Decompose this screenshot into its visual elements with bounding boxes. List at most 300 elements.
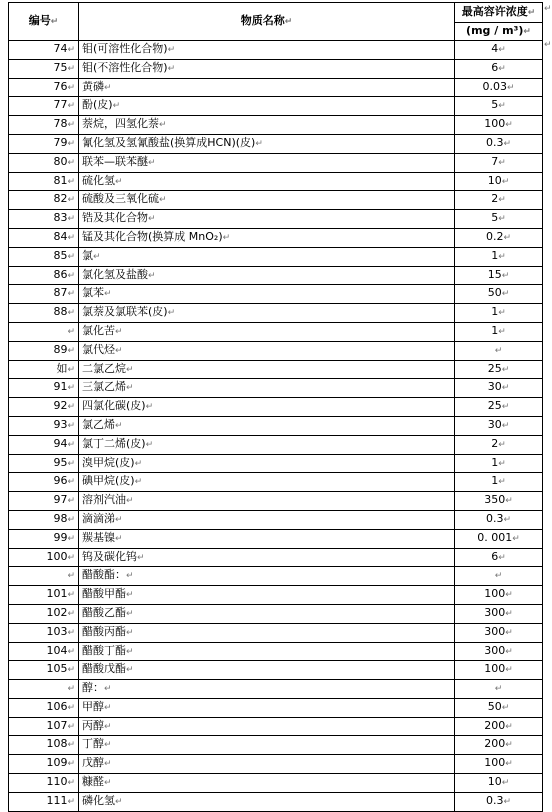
- row-id: 111: [46, 793, 68, 807]
- paragraph-mark: ↵: [67, 702, 75, 713]
- table-row: [9, 510, 543, 529]
- paragraph-mark: ↵: [67, 439, 75, 450]
- max-concentration: 50: [487, 286, 502, 300]
- substance-name: 氯萘及氯联苯(皮): [82, 305, 168, 319]
- table-row: [9, 717, 543, 736]
- max-concentration: 4: [491, 42, 499, 55]
- paragraph-mark: ↵: [148, 214, 156, 225]
- max-concentration-cell: [455, 698, 543, 717]
- table-row: [9, 78, 543, 97]
- paragraph-mark: ↵: [501, 420, 510, 431]
- substance-name-cell: [79, 266, 455, 285]
- substance-name-cell: [79, 360, 455, 379]
- substance-name: 钼(不溶性化合物): [82, 60, 168, 74]
- paragraph-mark: ↵: [506, 82, 515, 93]
- max-concentration-cell: [455, 529, 543, 548]
- substance-name-cell: [79, 473, 455, 492]
- table-header-row: [9, 3, 543, 23]
- substance-name-cell: [79, 379, 455, 398]
- substance-name: 锆及其化合物: [82, 211, 148, 225]
- max-concentration: 100: [484, 587, 506, 601]
- row-id-cell: [9, 266, 79, 285]
- row-id: 93: [53, 417, 68, 431]
- table-row: [9, 736, 543, 755]
- paragraph-mark: ↵: [67, 646, 75, 657]
- paragraph-mark: ↵: [104, 721, 112, 732]
- substance-name: 甲醇: [82, 699, 104, 713]
- paragraph-mark: ↵: [498, 195, 506, 206]
- paragraph-mark: ↵: [126, 571, 134, 582]
- max-concentration-cell: [455, 510, 543, 529]
- max-concentration-cell: [455, 792, 543, 811]
- row-id: 97: [53, 493, 68, 507]
- max-concentration: 0.3: [485, 135, 504, 149]
- row-id: 如: [56, 361, 68, 375]
- row-id: 95: [53, 455, 68, 469]
- document-page: [8, 2, 542, 812]
- max-concentration: 100: [484, 662, 506, 676]
- paragraph-mark: ↵: [67, 232, 75, 243]
- row-id-cell: [9, 59, 79, 78]
- substance-name: 碘甲烷(皮): [82, 474, 135, 488]
- paragraph-mark: ↵: [501, 364, 510, 375]
- table-row: [9, 661, 543, 680]
- paragraph-mark: ↵: [159, 120, 167, 131]
- table-row: [9, 41, 543, 60]
- row-id: 80: [53, 154, 68, 168]
- substance-name-cell: [79, 191, 455, 210]
- row-id: 110: [46, 775, 68, 789]
- row-id: 77: [53, 98, 68, 112]
- paragraph-mark: ↵: [67, 251, 75, 262]
- paragraph-mark: ↵: [255, 138, 263, 149]
- paragraph-mark: ↵: [67, 82, 75, 93]
- substance-name-cell: [79, 755, 455, 774]
- max-concentration-cell: [455, 548, 543, 567]
- max-concentration-cell: [455, 755, 543, 774]
- row-id-cell: [9, 398, 79, 417]
- paragraph-mark: ↵: [167, 63, 176, 74]
- row-id: 99: [53, 530, 68, 544]
- table-row: [9, 191, 543, 210]
- paragraph-mark: ↵: [67, 740, 75, 751]
- max-concentration-cell: [455, 153, 543, 172]
- max-concentration: 100: [484, 117, 506, 131]
- row-id: 87: [53, 286, 68, 300]
- paragraph-mark: ↵: [505, 721, 513, 732]
- row-id-cell: [9, 473, 79, 492]
- substance-name-cell: [79, 247, 455, 266]
- row-id: 104: [46, 643, 68, 657]
- max-concentration-cell: [455, 247, 543, 266]
- row-id-cell: [9, 78, 79, 97]
- paragraph-mark: ↵: [115, 176, 123, 187]
- paragraph-mark: ↵: [104, 289, 112, 300]
- paragraph-mark: ↵: [67, 120, 75, 131]
- row-id: 88: [53, 305, 68, 319]
- table-row: [9, 454, 543, 473]
- max-concentration: 10: [487, 173, 502, 187]
- max-concentration: 300: [484, 624, 506, 638]
- substance-name-cell: [79, 435, 455, 454]
- table-row: [9, 285, 543, 304]
- row-id-cell: [9, 698, 79, 717]
- substance-name: 戊醇: [82, 756, 104, 770]
- concentration-table: [8, 2, 543, 812]
- max-concentration: 0.3: [485, 793, 504, 807]
- substance-name-cell: [79, 304, 455, 323]
- paragraph-mark: ↵: [115, 420, 123, 431]
- max-concentration: 200: [484, 718, 506, 732]
- substance-name-cell: [79, 623, 455, 642]
- row-id-cell: [9, 360, 79, 379]
- row-id-cell: [9, 97, 79, 116]
- row-id-cell: [9, 435, 79, 454]
- header-unit-cell: [455, 23, 543, 41]
- substance-name-cell: [79, 41, 455, 60]
- substance-name: 氯化氢及盐酸: [82, 267, 148, 281]
- max-concentration: 15: [487, 267, 502, 281]
- substance-name: 滴滴涕: [82, 511, 115, 525]
- header-name-cell: [79, 3, 455, 41]
- substance-name-cell: [79, 322, 455, 341]
- max-concentration: 100: [484, 756, 506, 770]
- max-concentration-cell: [455, 623, 543, 642]
- paragraph-mark: ↵: [67, 778, 75, 789]
- max-concentration: 350: [484, 493, 506, 507]
- max-concentration-cell: [455, 398, 543, 417]
- substance-name: 羰基镍: [82, 530, 115, 544]
- paragraph-mark: ↵: [498, 45, 506, 55]
- substance-name-cell: [79, 642, 455, 661]
- substance-name-cell: [79, 285, 455, 304]
- row-id: 75: [53, 60, 68, 74]
- substance-name: 硫酸及三氧化硫: [82, 192, 159, 206]
- row-id: 76: [53, 79, 68, 93]
- max-concentration-cell: [455, 341, 543, 360]
- paragraph-mark: ↵: [67, 157, 75, 168]
- max-concentration-cell: [455, 41, 543, 60]
- substance-name-cell: [79, 529, 455, 548]
- header-unit: (mg / m³): [466, 24, 524, 37]
- max-concentration-cell: [455, 134, 543, 153]
- row-id: 86: [53, 267, 68, 281]
- substance-name-cell: [79, 698, 455, 717]
- substance-name-cell: [79, 116, 455, 135]
- paragraph-mark: ↵: [494, 345, 503, 356]
- table-row: [9, 473, 543, 492]
- max-concentration: 6: [491, 60, 499, 74]
- row-id-cell: [9, 623, 79, 642]
- paragraph-mark: ↵: [137, 552, 145, 563]
- table-body: [9, 41, 543, 812]
- row-id: 83: [53, 211, 68, 225]
- table-row: [9, 548, 543, 567]
- max-concentration-cell: [455, 604, 543, 623]
- row-id-cell: [9, 153, 79, 172]
- max-concentration: 0.03: [482, 79, 507, 93]
- max-concentration: 300: [484, 643, 506, 657]
- paragraph-mark: ↵: [115, 326, 123, 337]
- paragraph-mark: ↵: [498, 308, 506, 319]
- paragraph-mark: ↵: [501, 702, 510, 713]
- table-row: [9, 680, 543, 699]
- paragraph-mark: ↵: [498, 214, 506, 225]
- substance-name: 钼(可溶性化合物): [82, 42, 168, 55]
- row-id-cell: [9, 774, 79, 793]
- paragraph-mark: ↵: [104, 702, 112, 713]
- row-id-cell: [9, 191, 79, 210]
- substance-name: 氯苯: [82, 286, 104, 300]
- max-concentration-cell: [455, 97, 543, 116]
- paragraph-mark: ↵: [67, 590, 75, 601]
- paragraph-mark: ↵: [505, 665, 513, 676]
- row-end-mark: ↵: [544, 40, 552, 50]
- paragraph-mark: ↵: [503, 796, 512, 807]
- substance-name: 硫化氢: [82, 173, 115, 187]
- header-value: 最高容许浓度: [461, 5, 528, 18]
- row-id-cell: [9, 792, 79, 811]
- table-row: [9, 435, 543, 454]
- substance-name: 溶剂汽油: [82, 493, 126, 507]
- paragraph-mark: ↵: [67, 759, 75, 770]
- table-row: [9, 586, 543, 605]
- paragraph-mark: ↵: [498, 63, 506, 74]
- max-concentration-cell: [455, 454, 543, 473]
- paragraph-mark: ↵: [167, 308, 176, 319]
- paragraph-mark: ↵: [505, 496, 513, 507]
- max-concentration-cell: [455, 360, 543, 379]
- max-concentration-cell: [455, 680, 543, 699]
- max-concentration: 5: [491, 211, 499, 225]
- row-id-cell: [9, 680, 79, 699]
- row-id-cell: [9, 642, 79, 661]
- substance-name: 氯代烃: [82, 342, 115, 356]
- row-id-cell: [9, 454, 79, 473]
- row-id: 79: [53, 135, 68, 149]
- header-name: 物质名称: [240, 14, 285, 27]
- substance-name: 氯化苦: [82, 323, 115, 337]
- max-concentration: 30: [487, 380, 502, 394]
- header-id: 编号: [28, 14, 51, 27]
- substance-name-cell: [79, 736, 455, 755]
- paragraph-mark: ↵: [67, 308, 75, 319]
- table-row: [9, 360, 543, 379]
- paragraph-mark: ↵: [503, 514, 512, 525]
- paragraph-mark: ↵: [115, 345, 123, 356]
- paragraph-mark: ↵: [67, 533, 75, 544]
- substance-name: 溴甲烷(皮): [82, 455, 135, 469]
- paragraph-mark: ↵: [126, 383, 134, 394]
- table-row: [9, 567, 543, 586]
- substance-name: 黄磷: [82, 79, 104, 93]
- paragraph-mark: ↵: [501, 176, 510, 187]
- substance-name-cell: [79, 398, 455, 417]
- paragraph-mark: ↵: [67, 289, 75, 300]
- row-id: 84: [53, 229, 68, 243]
- substance-name-cell: [79, 134, 455, 153]
- substance-name: 钨及碳化钨: [82, 549, 137, 563]
- table-row: [9, 379, 543, 398]
- substance-name-cell: [79, 416, 455, 435]
- substance-name-cell: [79, 548, 455, 567]
- substance-name-cell: [79, 717, 455, 736]
- max-concentration-cell: [455, 717, 543, 736]
- paragraph-mark: ↵: [126, 627, 134, 638]
- table-row: [9, 228, 543, 247]
- paragraph-mark: ↵: [159, 195, 167, 206]
- row-id-cell: [9, 379, 79, 398]
- table-row: [9, 266, 543, 285]
- paragraph-mark: ↵: [505, 590, 513, 601]
- paragraph-mark: ↵: [498, 157, 506, 168]
- paragraph-mark: ↵: [498, 251, 506, 262]
- max-concentration: 7: [491, 154, 499, 168]
- max-concentration-cell: [455, 774, 543, 793]
- paragraph-mark: ↵: [67, 270, 75, 281]
- paragraph-mark: ↵: [67, 571, 75, 582]
- max-concentration-cell: [455, 586, 543, 605]
- paragraph-mark: ↵: [115, 796, 123, 807]
- max-concentration: 6: [491, 549, 499, 563]
- max-concentration-cell: [455, 661, 543, 680]
- row-id-cell: [9, 548, 79, 567]
- row-id-cell: [9, 755, 79, 774]
- paragraph-mark: ↵: [67, 496, 75, 507]
- table-row: [9, 529, 543, 548]
- row-id-cell: [9, 529, 79, 548]
- substance-name: 氯丁二烯(皮): [82, 436, 146, 450]
- max-concentration-cell: [455, 266, 543, 285]
- table-row: [9, 698, 543, 717]
- substance-name: 四氯化碳(皮): [82, 399, 146, 413]
- row-id: 106: [46, 699, 68, 713]
- paragraph-mark: ↵: [501, 402, 510, 413]
- paragraph-mark: ↵: [115, 533, 123, 544]
- row-id: 109: [46, 756, 68, 770]
- max-concentration-cell: [455, 567, 543, 586]
- max-concentration: 2: [491, 436, 499, 450]
- paragraph-mark: ↵: [67, 420, 75, 431]
- substance-name: 氯乙烯: [82, 417, 115, 431]
- max-concentration-cell: [455, 172, 543, 191]
- row-id: 91: [53, 380, 68, 394]
- table-row: [9, 604, 543, 623]
- paragraph-mark: ↵: [512, 533, 520, 544]
- max-concentration-cell: [455, 473, 543, 492]
- substance-name-cell: [79, 604, 455, 623]
- substance-name: 醋酸酯：: [82, 568, 126, 582]
- substance-name-cell: [79, 492, 455, 511]
- substance-name-cell: [79, 680, 455, 699]
- row-id-cell: [9, 116, 79, 135]
- paragraph-mark: ↵: [148, 157, 156, 168]
- paragraph-mark: ↵: [126, 646, 134, 657]
- row-id: 78: [53, 117, 68, 131]
- paragraph-mark: ↵: [126, 590, 134, 601]
- paragraph-mark: ↵: [67, 364, 75, 375]
- max-concentration: 1: [491, 248, 499, 262]
- row-id-cell: [9, 736, 79, 755]
- substance-name-cell: [79, 228, 455, 247]
- paragraph-mark: ↵: [67, 101, 75, 112]
- max-concentration: 1: [491, 474, 499, 488]
- substance-name: 醋酸丁酯: [82, 643, 126, 657]
- max-concentration: 1: [491, 305, 499, 319]
- substance-name-cell: [79, 153, 455, 172]
- substance-name: 丙醇: [82, 718, 104, 732]
- table-row: [9, 304, 543, 323]
- paragraph-mark: ↵: [498, 477, 506, 488]
- table-row: [9, 97, 543, 116]
- paragraph-mark: ↵: [67, 326, 75, 337]
- table-row: [9, 755, 543, 774]
- substance-name-cell: [79, 341, 455, 360]
- row-id: 107: [46, 718, 68, 732]
- paragraph-mark: ↵: [222, 232, 231, 243]
- table-row: [9, 153, 543, 172]
- row-id-cell: [9, 717, 79, 736]
- paragraph-mark: ↵: [527, 8, 536, 18]
- paragraph-mark: ↵: [104, 740, 112, 751]
- row-end-mark: ↵: [544, 4, 552, 14]
- table-row: [9, 642, 543, 661]
- paragraph-mark: ↵: [505, 627, 513, 638]
- table-row: [9, 774, 543, 793]
- table-row: [9, 492, 543, 511]
- paragraph-mark: ↵: [67, 345, 75, 356]
- table-row: [9, 134, 543, 153]
- paragraph-mark: ↵: [494, 571, 503, 582]
- paragraph-mark: ↵: [167, 45, 176, 55]
- paragraph-mark: ↵: [67, 138, 75, 149]
- paragraph-mark: ↵: [505, 120, 513, 131]
- substance-name-cell: [79, 774, 455, 793]
- max-concentration-cell: [455, 304, 543, 323]
- paragraph-mark: ↵: [104, 759, 112, 770]
- paragraph-mark: ↵: [67, 176, 75, 187]
- max-concentration-cell: [455, 435, 543, 454]
- row-id: 89: [53, 342, 68, 356]
- paragraph-mark: ↵: [505, 646, 513, 657]
- paragraph-mark: ↵: [126, 608, 134, 619]
- table-row: [9, 116, 543, 135]
- paragraph-mark: ↵: [126, 364, 134, 375]
- max-concentration: 0. 001: [477, 530, 513, 544]
- max-concentration: 30: [487, 417, 502, 431]
- substance-name: 锰及其化合物(换算成 MnO₂): [82, 229, 223, 243]
- row-id: 85: [53, 248, 68, 262]
- paragraph-mark: ↵: [498, 101, 506, 112]
- paragraph-mark: ↵: [115, 514, 123, 525]
- paragraph-mark: ↵: [134, 477, 143, 488]
- row-id: 96: [53, 474, 68, 488]
- row-id: 81: [53, 173, 68, 187]
- paragraph-mark: ↵: [104, 684, 112, 695]
- substance-name: 糠醛: [82, 775, 104, 789]
- table-row: [9, 322, 543, 341]
- max-concentration-cell: [455, 379, 543, 398]
- paragraph-mark: ↵: [126, 496, 134, 507]
- max-concentration: 200: [484, 737, 506, 751]
- paragraph-mark: ↵: [505, 759, 513, 770]
- row-id: 105: [46, 662, 68, 676]
- paragraph-mark: ↵: [50, 17, 59, 27]
- row-id: 94: [53, 436, 68, 450]
- paragraph-mark: ↵: [67, 45, 75, 55]
- paragraph-mark: ↵: [67, 627, 75, 638]
- table-row: [9, 172, 543, 191]
